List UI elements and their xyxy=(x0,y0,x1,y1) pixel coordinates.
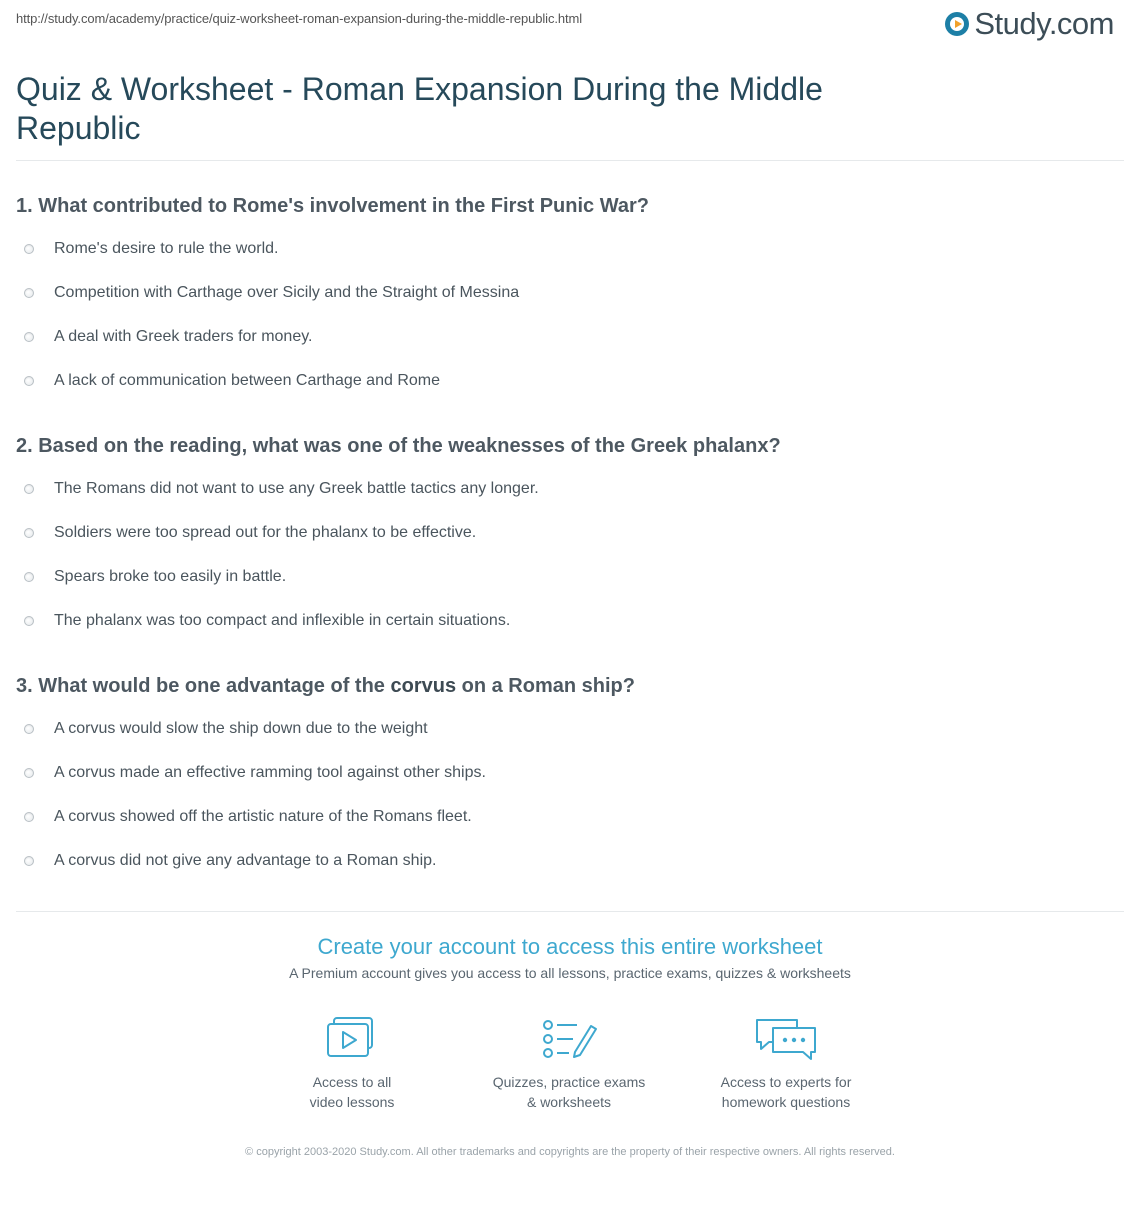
question-1 xyxy=(16,193,1116,403)
radio-icon[interactable] xyxy=(24,724,34,734)
answer-option[interactable] xyxy=(16,467,1116,511)
option-text: The Romans did not want to use any Greek battle tactics any longer. xyxy=(54,480,539,497)
divider xyxy=(16,911,1124,912)
feature-text xyxy=(469,1072,669,1112)
answer-options xyxy=(16,467,1116,643)
question-title xyxy=(16,673,1116,699)
radio-icon[interactable] xyxy=(24,616,34,626)
create-account-link[interactable]: Create your account to access this entire worksheet xyxy=(317,934,823,959)
premium-description: A Premium account gives you access to all lessons, practice exams, quizzes & worksheets xyxy=(289,965,851,981)
radio-icon[interactable] xyxy=(24,244,34,254)
radio-icon[interactable] xyxy=(24,812,34,822)
answer-options xyxy=(16,227,1116,403)
radio-icon[interactable] xyxy=(24,856,34,866)
answer-options xyxy=(16,707,1116,883)
question-title-post: on a Roman ship? xyxy=(456,675,635,697)
feature-line: Quizzes, practice exams xyxy=(492,1074,646,1090)
option-text: Rome's desire to rule the world. xyxy=(54,240,279,257)
option-text: A corvus showed off the artistic nature of the Romans fleet. xyxy=(54,808,472,825)
feature-video-lessons xyxy=(252,1016,452,1112)
question-3 xyxy=(16,673,1116,883)
question-title-pre: 3. What would be one advantage of the xyxy=(16,675,391,697)
answer-option[interactable] xyxy=(16,555,1116,599)
radio-icon[interactable] xyxy=(24,332,34,342)
answer-option[interactable] xyxy=(16,599,1116,643)
option-text: Spears broke too easily in battle. xyxy=(54,568,287,585)
radio-icon[interactable] xyxy=(24,768,34,778)
radio-icon[interactable] xyxy=(24,376,34,386)
logo-text: Study.com xyxy=(974,6,1114,41)
quiz-checklist-icon xyxy=(539,1016,599,1062)
answer-option[interactable] xyxy=(16,511,1116,555)
feature-line: & worksheets xyxy=(526,1094,612,1110)
feature-experts xyxy=(686,1016,886,1112)
feature-text xyxy=(686,1072,886,1112)
answer-option[interactable] xyxy=(16,839,1116,883)
feature-line: Access to all xyxy=(312,1074,392,1090)
radio-icon[interactable] xyxy=(24,572,34,582)
question-title-term: corvus xyxy=(390,675,457,697)
feature-line: Access to experts for xyxy=(720,1074,852,1090)
feature-quizzes xyxy=(469,1016,669,1112)
feature-text xyxy=(252,1072,452,1112)
study-logo[interactable] xyxy=(945,6,1114,42)
page-title: Quiz & Worksheet - Roman Expansion During the Middle Republic xyxy=(16,71,823,146)
feature-line: homework questions xyxy=(721,1094,851,1110)
answer-option[interactable] xyxy=(16,707,1116,751)
divider xyxy=(16,160,1124,161)
play-logo-icon xyxy=(945,12,969,36)
answer-option[interactable] xyxy=(16,271,1116,315)
answer-option[interactable] xyxy=(16,227,1116,271)
answer-option[interactable] xyxy=(16,751,1116,795)
answer-option[interactable] xyxy=(16,795,1116,839)
option-text: Soldiers were too spread out for the phalanx to be effective. xyxy=(54,524,477,541)
chat-bubbles-icon xyxy=(753,1016,819,1062)
radio-icon[interactable] xyxy=(24,288,34,298)
answer-option[interactable] xyxy=(16,359,1116,403)
question-title: 2. Based on the reading, what was one of the weaknesses of the Greek phalanx? xyxy=(16,435,781,457)
radio-icon[interactable] xyxy=(24,484,34,494)
page-url: http://study.com/academy/practice/quiz-worksheet-roman-expansion-during-the-middle-republic.html xyxy=(16,11,583,26)
option-text: A corvus made an effective ramming tool against other ships. xyxy=(54,764,486,781)
answer-option[interactable] xyxy=(16,315,1116,359)
feature-line: video lessons xyxy=(309,1094,395,1110)
video-lessons-icon xyxy=(324,1016,380,1062)
option-text: A lack of communication between Carthage and Rome xyxy=(54,372,440,389)
option-text: A deal with Greek traders for money. xyxy=(54,328,313,345)
option-text: The phalanx was too compact and inflexible in certain situations. xyxy=(54,612,511,629)
question-title: 1. What contributed to Rome's involvement in the First Punic War? xyxy=(16,195,649,217)
question-2 xyxy=(16,433,1116,643)
option-text: Competition with Carthage over Sicily and the Straight of Messina xyxy=(54,284,520,301)
option-text: A corvus would slow the ship down due to the weight xyxy=(54,720,428,737)
option-text: A corvus did not give any advantage to a Roman ship. xyxy=(54,852,437,869)
copyright-notice: © copyright 2003-2020 Study.com. All other trademarks and copyrights are the property of their respective owners. All rights reserved. xyxy=(245,1146,895,1158)
radio-icon[interactable] xyxy=(24,528,34,538)
